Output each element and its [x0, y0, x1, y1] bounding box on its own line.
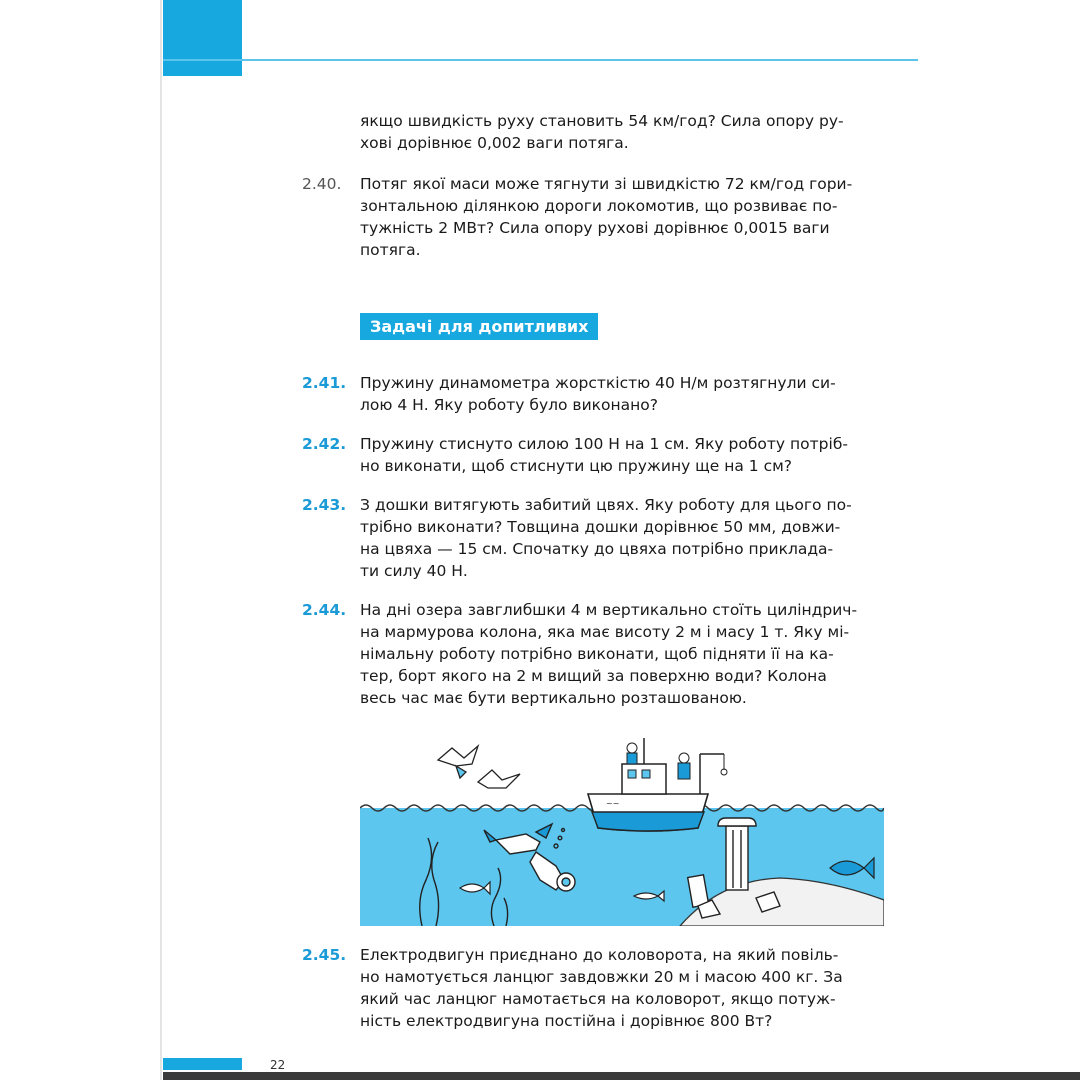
problem-number: 2.43. — [302, 496, 347, 514]
text-line: Електродвигун приєднано до коловорота, на який повіль- — [360, 946, 839, 964]
text-line: трібно виконати? Товщина дошки дорівнює 50 мм, довжи- — [360, 518, 841, 536]
text-line: весь час має бути вертикально розташованою. — [360, 689, 747, 707]
boat-diver-column-illustration — [360, 730, 884, 930]
problem-number: 2.40. — [302, 175, 342, 193]
text-line: якщо швидкість руху становить 54 км/год? Сила опору ру- — [360, 112, 844, 130]
top-accent-block — [163, 0, 242, 76]
problem-number: 2.41. — [302, 374, 347, 392]
text-line: З дошки витягують забитий цвях. Яку роботу для цього по- — [360, 496, 852, 514]
section-heading: Задачі для допитливих — [360, 313, 598, 340]
text-line: який час ланцюг намотається на коловорот, якщо потуж- — [360, 990, 836, 1008]
text-line: тер, борт якого на 2 м вищий за поверхню води? Колона — [360, 667, 827, 685]
problem-text — [360, 599, 886, 709]
text-line: на цвяха — 15 см. Спочатку до цвяха потрібно приклада- — [360, 540, 834, 558]
problem-text — [360, 372, 886, 416]
page-edge — [160, 0, 162, 1080]
text-line: потяга. — [360, 241, 421, 259]
svg-text:~~: ~~ — [606, 799, 620, 808]
problem-number: 2.42. — [302, 435, 347, 453]
text-line: хові дорівнює 0,002 ваги потяга. — [360, 134, 629, 152]
page-number: 22 — [270, 1058, 286, 1072]
text-line: но намотується ланцюг завдовжки 20 м і масою 400 кг. За — [360, 968, 843, 986]
seagull-icon — [438, 746, 520, 788]
text-line: На дні озера завглибшки 4 м вертикально стоїть циліндрич- — [360, 601, 858, 619]
text-line: тужність 2 МВт? Сила опору рухові дорівнює 0,0015 ваги — [360, 219, 830, 237]
problem-text — [360, 173, 886, 261]
text-line: на мармурова колона, яка має висоту 2 м і масу 1 т. Яку мі- — [360, 623, 850, 641]
problem-text — [360, 494, 886, 582]
text-line: зонтальною ділянкою дороги локомотив, що розвиває по- — [360, 197, 838, 215]
text-line: ти силу 40 Н. — [360, 562, 468, 580]
text-line: німальну роботу потрібно виконати, щоб підняти її на ка- — [360, 645, 834, 663]
problem-number: 2.45. — [302, 946, 347, 964]
bottom-accent-block — [163, 1058, 242, 1070]
text-line: Потяг якої маси може тягнути зі швидкістю 72 км/год гори- — [360, 175, 853, 193]
problem-number: 2.44. — [302, 601, 347, 619]
text-line: ність електродвигуна постійна і дорівнює 800 Вт? — [360, 1012, 773, 1030]
bottom-bar — [163, 1072, 1080, 1080]
text-line: Пружину динамометра жорсткістю 40 Н/м розтягнули си- — [360, 374, 836, 392]
text-line: Пружину стиснуто силою 100 Н на 1 см. Яку роботу потріб- — [360, 435, 848, 453]
top-rule — [163, 59, 918, 61]
illustration-svg — [360, 730, 884, 926]
problem-text — [360, 944, 886, 1032]
problem-text — [360, 433, 886, 477]
text-line: но виконати, щоб стиснути цю пружину ще на 1 см? — [360, 457, 793, 475]
continued-paragraph — [360, 110, 886, 154]
text-line: лою 4 Н. Яку роботу було виконано? — [360, 396, 658, 414]
